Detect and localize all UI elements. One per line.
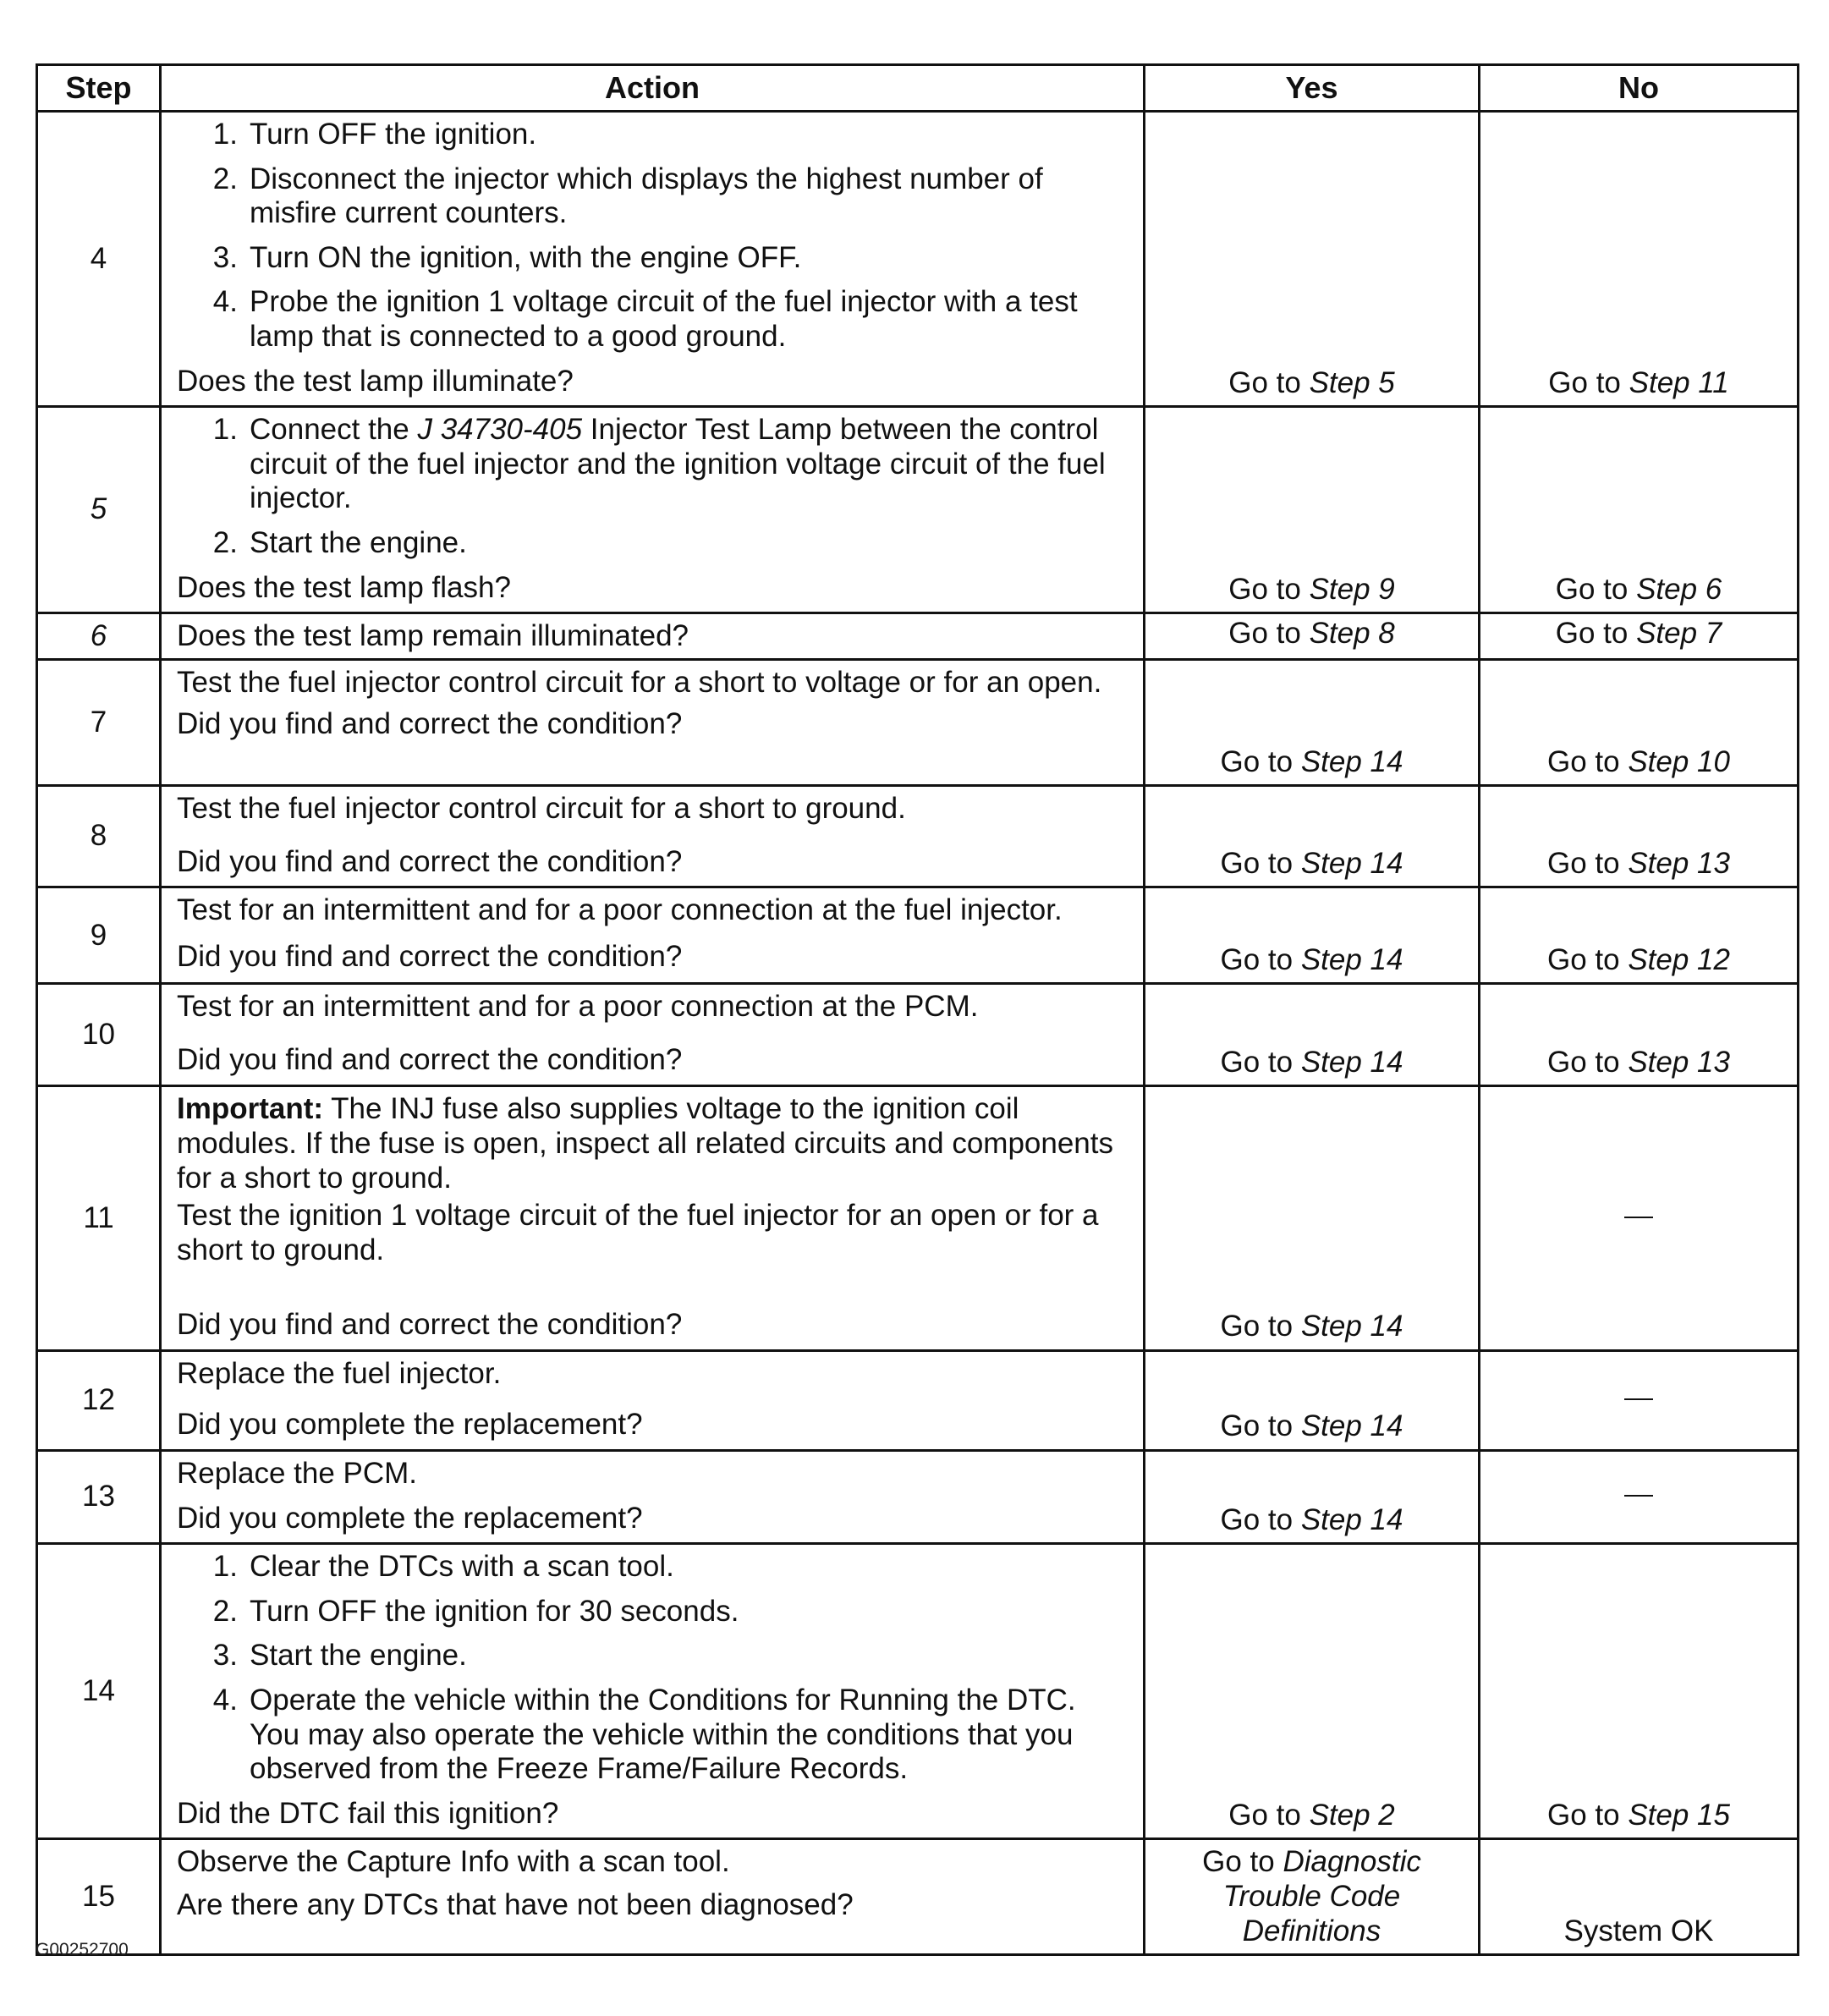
step-reference: Step 14: [1300, 1045, 1403, 1079]
yes-goto: Go to Step 14: [1220, 942, 1403, 976]
no-cell: [1480, 1451, 1799, 1544]
step-reference: Step 5: [1309, 365, 1395, 399]
yes-goto: Go to Step 14: [1220, 846, 1403, 880]
yes-goto: Go to Step 5: [1228, 365, 1395, 399]
list-item: 1. Turn OFF the ignition.: [212, 118, 537, 151]
yes-cell: [1145, 984, 1480, 1086]
action-question: Did you complete the replacement?: [177, 1408, 643, 1442]
step-reference: Step 12: [1628, 942, 1730, 976]
yes-goto: Go to Step 14: [1220, 1409, 1403, 1443]
action-cell: [161, 1350, 1145, 1450]
table-row: [37, 1839, 1799, 1955]
action-text: Test for an intermittent and for a poor connection at the fuel injector.: [177, 893, 1063, 927]
action-steps-list: [177, 413, 1124, 560]
yes-cell: [1145, 1839, 1480, 1955]
list-item: 4. Probe the ignition 1 voltage circuit of the fuel injector with a test lamp that is connected to a good ground.: [212, 285, 1078, 353]
action-cell: [161, 112, 1145, 407]
action-question: Does the test lamp illuminate?: [177, 364, 574, 398]
no-goto: Go to Step 7: [1555, 616, 1722, 650]
no-goto: Go to Step 13: [1547, 846, 1730, 880]
no-goto: Go to Step 13: [1547, 1045, 1730, 1079]
step-reference: Step 14: [1300, 744, 1403, 778]
header-no: No: [1480, 65, 1799, 112]
step-reference: Step 9: [1309, 572, 1395, 606]
step-reference: Step 14: [1300, 846, 1403, 880]
header-step: Step: [37, 65, 161, 112]
step-reference: Step 13: [1628, 846, 1730, 880]
table-row: [37, 407, 1799, 613]
step-number: 7: [37, 660, 161, 786]
system-ok-text: System OK: [1563, 1914, 1714, 1947]
yes-goto: Go to Step 2: [1228, 1798, 1395, 1832]
list-item: 1. Clear the DTCs with a scan tool.: [212, 1550, 674, 1584]
yes-goto: Go to Step 8: [1228, 616, 1395, 650]
no-goto: Go to Step 15: [1547, 1798, 1730, 1832]
table-row: [37, 613, 1799, 660]
action-steps-list: [177, 118, 1124, 354]
step-reference: Diagnostic Trouble Code Definitions: [1222, 1845, 1421, 1947]
tool-name: J 34730-405: [417, 413, 583, 447]
list-item: 4. Operate the vehicle within the Conditions for Running the DTC. You may also operate the vehicle within the conditions that you observed from the Freeze Frame/Failure Records.: [212, 1684, 1076, 1786]
action-question: Are there any DTCs that have not been diagnosed?: [177, 1888, 854, 1921]
action-text: Test the ignition 1 voltage circuit of the fuel injector for an open or for a short to ground.: [177, 1199, 1099, 1266]
table-row: [37, 112, 1799, 407]
step-reference: Step 15: [1628, 1798, 1730, 1832]
step-number: 12: [37, 1350, 161, 1450]
action-text: Test for an intermittent and for a poor connection at the PCM.: [177, 990, 979, 1024]
yes-cell: [1145, 1544, 1480, 1839]
step-number: 4: [37, 112, 161, 407]
step-number: 14: [37, 1544, 161, 1839]
action-question: Does the test lamp remain illuminated?: [177, 618, 689, 652]
step-number: 6: [37, 613, 161, 660]
action-question: Did you find and correct the condition?: [177, 1042, 683, 1076]
action-cell: [161, 1086, 1145, 1351]
action-question: Did the DTC fail this ignition?: [177, 1796, 559, 1830]
yes-goto: Go to Step 14: [1220, 1502, 1403, 1536]
action-cell: [161, 613, 1145, 660]
yes-goto: Go to Step 14: [1220, 1310, 1403, 1343]
diagnostic-table: [36, 63, 1799, 1956]
header-action: Action: [161, 65, 1145, 112]
action-cell: [161, 786, 1145, 887]
no-cell: [1480, 1350, 1799, 1450]
step-reference: Step 10: [1628, 744, 1730, 778]
no-cell: [1480, 660, 1799, 786]
step-reference: Step 14: [1300, 942, 1403, 976]
step-reference: Step 14: [1300, 1409, 1403, 1443]
step-reference: Step 11: [1629, 365, 1729, 399]
list-item: 2. Disconnect the injector which displays the highest number of misfire current counters.: [212, 162, 1043, 230]
no-cell: [1480, 112, 1799, 407]
yes-goto: Go to Step 14: [1220, 1045, 1403, 1079]
step-number: 13: [37, 1451, 161, 1544]
action-question: Did you find and correct the condition?: [177, 844, 683, 878]
step-number: 9: [37, 887, 161, 984]
no-cell: [1480, 1544, 1799, 1839]
yes-cell: [1145, 1350, 1480, 1450]
yes-cell: [1145, 887, 1480, 984]
step-number: 5: [37, 407, 161, 613]
step-number: 8: [37, 786, 161, 887]
no-action-dash: [1624, 1495, 1653, 1497]
yes-goto: Go to Step 14: [1220, 744, 1403, 778]
yes-goto: Go to Diagnostic Trouble Code Definitions: [1202, 1845, 1421, 1947]
no-goto: Go to Step 10: [1547, 744, 1730, 778]
no-cell: [1480, 1839, 1799, 1955]
no-cell: [1480, 887, 1799, 984]
step-reference: Step 7: [1636, 616, 1722, 650]
yes-cell: [1145, 1086, 1480, 1351]
no-goto: Go to Step 12: [1547, 942, 1730, 976]
yes-cell: [1145, 1451, 1480, 1544]
action-cell: [161, 1839, 1145, 1955]
no-cell: [1480, 613, 1799, 660]
table-row: [37, 1544, 1799, 1839]
figure-code: G00252700: [36, 1940, 129, 1959]
step-reference: Step 2: [1309, 1798, 1395, 1832]
important-label: Important:: [177, 1092, 324, 1126]
action-cell: [161, 1451, 1145, 1544]
table-row: [37, 1086, 1799, 1351]
step-reference: Step 14: [1300, 1310, 1403, 1343]
yes-goto: Go to Step 9: [1228, 572, 1395, 606]
action-text: Test the fuel injector control circuit for a short to ground.: [177, 792, 906, 826]
step-number: 11: [37, 1086, 161, 1351]
step-reference: Step 8: [1309, 616, 1395, 650]
table-row: [37, 1350, 1799, 1450]
list-item: 2. Start the engine.: [212, 525, 467, 559]
yes-cell: [1145, 613, 1480, 660]
table-row: [37, 1451, 1799, 1544]
action-question: Did you find and correct the condition?: [177, 1308, 683, 1342]
yes-cell: [1145, 660, 1480, 786]
action-text: Replace the PCM.: [177, 1457, 418, 1491]
action-cell: [161, 407, 1145, 613]
step-number: 10: [37, 984, 161, 1086]
list-item: 1. Connect the J 34730-405 Injector Test Lamp between the control circuit of the fuel injector and the ignition voltage circuit of the fuel injector.: [212, 413, 1106, 515]
step-reference: Step 14: [1300, 1502, 1403, 1536]
table-row: [37, 887, 1799, 984]
table-row: [37, 786, 1799, 887]
no-cell: [1480, 407, 1799, 613]
action-text: Test the fuel injector control circuit for a short to voltage or for an open.: [177, 666, 1102, 700]
step-reference: Step 13: [1628, 1045, 1730, 1079]
action-text: Observe the Capture Info with a scan tool.: [177, 1845, 730, 1879]
action-cell: [161, 660, 1145, 786]
action-question: Does the test lamp flash?: [177, 570, 511, 604]
table-header-row: [37, 65, 1799, 112]
list-item: 3. Turn ON the ignition, with the engine OFF.: [212, 240, 802, 274]
no-goto: Go to Step 11: [1548, 365, 1729, 399]
table-row: [37, 660, 1799, 786]
yes-cell: [1145, 786, 1480, 887]
no-action-dash: [1624, 1398, 1653, 1400]
action-text: Replace the fuel injector.: [177, 1356, 502, 1390]
action-question: Did you find and correct the condition?: [177, 939, 683, 973]
step-reference: Step 6: [1636, 572, 1722, 606]
action-steps-list: [177, 1550, 1124, 1787]
important-note: Important: The INJ fuse also supplies voltage to the ignition coil modules. If the fuse is open, inspect all related circuits and components for a short to ground.: [177, 1092, 1113, 1195]
action-cell: [161, 984, 1145, 1086]
no-goto: Go to Step 6: [1555, 572, 1722, 606]
no-cell: [1480, 1086, 1799, 1351]
table-row: [37, 984, 1799, 1086]
step-number: 15: [37, 1839, 161, 1955]
action-question: Did you find and correct the condition?: [177, 706, 683, 740]
list-item: 3. Start the engine.: [212, 1639, 467, 1673]
action-cell: [161, 887, 1145, 984]
header-yes: Yes: [1145, 65, 1480, 112]
action-question: Did you complete the replacement?: [177, 1501, 643, 1535]
no-cell: [1480, 786, 1799, 887]
action-cell: [161, 1544, 1145, 1839]
list-item: 2. Turn OFF the ignition for 30 seconds.: [212, 1594, 739, 1628]
yes-cell: [1145, 407, 1480, 613]
no-cell: [1480, 984, 1799, 1086]
no-action-dash: [1624, 1217, 1653, 1218]
yes-cell: [1145, 112, 1480, 407]
